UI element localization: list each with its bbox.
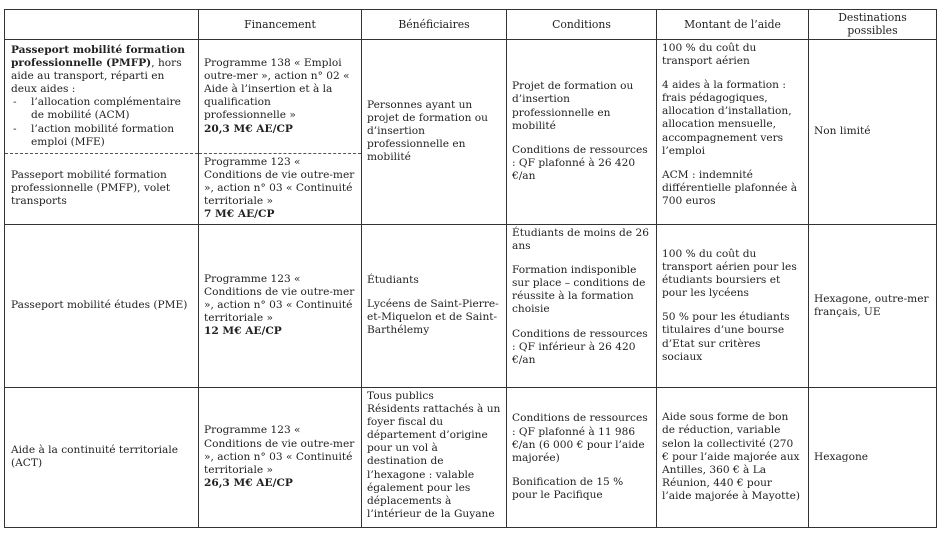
pmfp-transport-title: Passeport mobilité formation professionnelle (PMFP), volet transports bbox=[11, 169, 171, 208]
pme-conditions-3: Conditions de ressources : QF inférieur à 26 420 €/an bbox=[512, 327, 648, 366]
pmfp-montant-3: ACM : indemnité différentielle plafonnée à 700 euros bbox=[662, 168, 798, 207]
act-beneficiaires-cell bbox=[362, 387, 507, 527]
list-item: - l’allocation complémentaire de mobilité (ACM) bbox=[11, 96, 193, 122]
pme-financement-amount: 12 M€ AE/CP bbox=[204, 325, 282, 338]
pmfp-transport-financement-amount: 7 M€ AE/CP bbox=[204, 208, 275, 221]
pme-conditions-1: Étudiants de moins de 26 ans bbox=[512, 226, 649, 252]
pmfp-montant-1: 100 % du coût du transport aérien bbox=[662, 41, 757, 67]
pme-montant-2: 50 % pour les étudiants titulaires d’une bourse d’Etat sur critères sociaux bbox=[662, 311, 790, 363]
header-conditions: Conditions bbox=[507, 10, 657, 40]
pme-beneficiaires-2: Lycéens de Saint-Pierre-et-Miquelon et de Saint-Barthélemy bbox=[367, 298, 499, 337]
pme-financement-text: Programme 123 « Conditions de vie outre-mer », action n° 03 « Continuité territoriale » bbox=[204, 272, 355, 325]
pme-beneficiaires-1: Étudiants bbox=[367, 274, 419, 286]
pmfp-financement-amount: 20,3 M€ AE/CP bbox=[204, 122, 293, 135]
pme-title-cell bbox=[5, 224, 199, 387]
pmfp-title-rest: , hors aide au transport, réparti en deux aides : bbox=[11, 56, 182, 96]
header-destinations: Destinations possibles bbox=[809, 10, 937, 40]
pme-montant-cell bbox=[657, 224, 809, 387]
pme-financement-cell bbox=[199, 224, 362, 387]
act-conditions-cell bbox=[507, 387, 657, 527]
act-conditions-2: Bonification de 15 % pour le Pacifique bbox=[512, 475, 624, 501]
pmfp-destinations: Non limité bbox=[814, 125, 871, 138]
pmfp-transport-financement-cell bbox=[199, 153, 362, 224]
pmfp-financement-cell bbox=[199, 39, 362, 153]
header-beneficiaires: Bénéficiaires bbox=[362, 10, 507, 40]
act-financement-cell bbox=[199, 387, 362, 527]
header-row bbox=[5, 10, 937, 40]
act-conditions-1: Conditions de ressources : QF plafonné à 11 986 €/an (6 000 € pour l’aide majorée) bbox=[512, 412, 648, 464]
act-destinations-cell bbox=[809, 387, 937, 527]
pme-beneficiaires-cell bbox=[362, 224, 507, 387]
pme-montant-1: 100 % du coût du transport aérien pour les étudiants boursiers et pour les lycéens bbox=[662, 247, 797, 300]
pmfp-destinations-cell bbox=[809, 39, 937, 224]
pmfp-beneficiaires-text: Personnes ayant un projet de formation ou d’insertion professionnelle en mobilité bbox=[367, 98, 488, 164]
act-financement-amount: 26,3 M€ AE/CP bbox=[204, 476, 293, 489]
pmfp-montant-2: 4 aides à la formation : frais pédagogiques, allocation d’installation, allocation mensuelle, accompagnement vers l’emploi bbox=[662, 79, 792, 157]
act-destinations: Hexagone bbox=[814, 450, 869, 463]
pme-conditions-2: Formation indisponible sur place – conditions de réussite à la formation choisie bbox=[512, 264, 646, 316]
act-montant: Aide sous forme de bon de réduction, variable selon la collectivité (270 € pour l’aide majorée aux Antilles, 360 € à La Réunion, 440 € pour l’aide majorée à Mayotte) bbox=[662, 411, 800, 503]
act-beneficiaires-2: Résidents rattachés à un foyer fiscal du département d’origine pour un vol à destination de l’hexagone : valable également pour les déplacements à l’intérieur de la Guyane bbox=[367, 402, 501, 520]
table-row-pme bbox=[5, 224, 937, 387]
act-beneficiaires-1: Tous publics bbox=[367, 389, 434, 402]
pmfp-transport-financement-text: Programme 123 « Conditions de vie outre-mer », action n° 03 « Continuité territoriale » bbox=[204, 155, 355, 208]
pmfp-financement-text: Programme 138 « Emploi outre-mer », action n° 02 « Aide à l’insertion et à la qualification professionnelle » bbox=[204, 56, 350, 122]
pme-destinations-cell bbox=[809, 224, 937, 387]
act-financement-text: Programme 123 « Conditions de vie outre-mer », action n° 03 « Continuité territoriale » bbox=[204, 424, 355, 476]
pmfp-aid-list bbox=[11, 96, 193, 149]
act-title-cell bbox=[5, 387, 199, 527]
act-title: Aide à la continuité territoriale (ACT) bbox=[11, 444, 179, 470]
pmfp-conditions-2: Conditions de ressources : QF plafonné à 26 420 €/an bbox=[512, 143, 648, 183]
pmfp-conditions-cell bbox=[507, 39, 657, 224]
header-empty bbox=[5, 10, 199, 40]
pmfp-title-bold: Passeport mobilité formation professionnelle (PMFP) bbox=[11, 43, 185, 69]
header-montant: Montant de l’aide bbox=[657, 10, 809, 40]
pme-destinations: Hexagone, outre-mer français, UE bbox=[814, 292, 929, 318]
list-item: - l’action mobilité formation emploi (MFE) bbox=[11, 123, 193, 149]
pmfp-title-cell bbox=[5, 39, 199, 153]
pmfp-montant-cell bbox=[657, 39, 809, 224]
pmfp-conditions-1: Projet de formation ou d’insertion professionnelle en mobilité bbox=[512, 80, 634, 132]
pme-title: Passeport mobilité études (PME) bbox=[11, 299, 188, 312]
table-row-pmfp bbox=[5, 39, 937, 153]
header-financement: Financement bbox=[199, 10, 362, 40]
pme-conditions-cell bbox=[507, 224, 657, 387]
pmfp-beneficiaires-cell bbox=[362, 39, 507, 224]
table-row-act bbox=[5, 387, 937, 527]
aid-schemes-table bbox=[4, 9, 937, 528]
pmfp-transport-title-cell bbox=[5, 153, 199, 224]
act-montant-cell bbox=[657, 387, 809, 527]
